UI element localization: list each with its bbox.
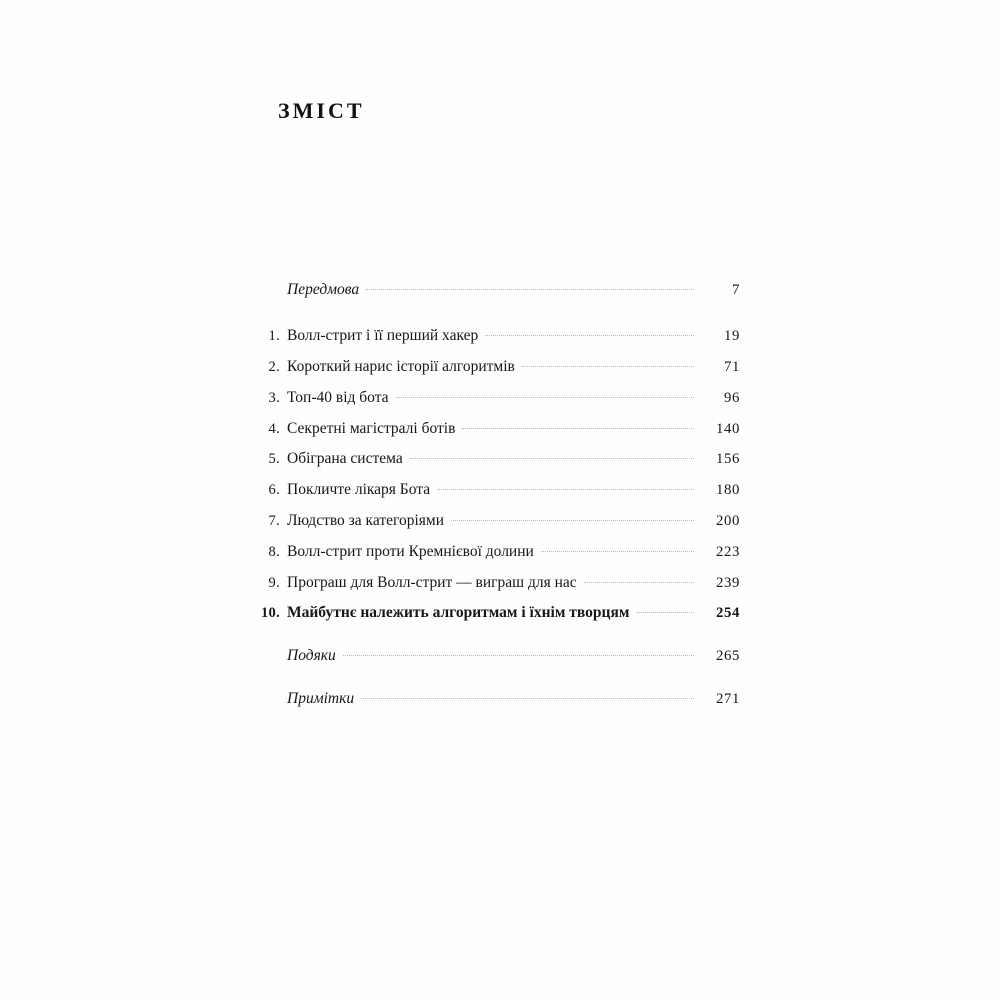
table-of-contents	[250, 278, 740, 718]
toc-entry-label: Покличте лікаря Бота	[287, 481, 431, 499]
toc-entry-number: 9.	[268, 574, 280, 591]
toc-entry-page-number: 200	[716, 513, 740, 530]
toc-entry-page-number: 254	[716, 605, 740, 622]
toc-entry-number: 5.	[268, 451, 280, 468]
toc-entry[interactable]	[250, 688, 740, 719]
toc-spacer	[250, 676, 740, 688]
toc-entry[interactable]	[250, 386, 740, 417]
toc-entry-page-number: 223	[716, 543, 740, 560]
toc-leader-dots	[451, 510, 694, 526]
toc-entry-number: 8.	[268, 543, 280, 560]
toc-entry-label: Передмова	[287, 280, 360, 298]
toc-entry-number: 3.	[268, 389, 280, 406]
toc-leader-dots	[541, 540, 694, 556]
toc-entry-page-number: 265	[716, 648, 740, 665]
toc-entry-label: Короткий нарис історії алгоритмів	[287, 358, 515, 376]
toc-entry-number: 10.	[260, 605, 280, 622]
toc-entry-label: Програш для Волл-стрит — виграш для нас	[287, 573, 577, 591]
toc-entry-label: Волл-стрит проти Кремнієвої долини	[287, 542, 534, 560]
toc-entry[interactable]	[250, 602, 740, 633]
toc-entry-label: Топ-40 від бота	[287, 388, 389, 406]
toc-entry-label: Людство за категоріями	[287, 512, 444, 530]
toc-leader-dots	[485, 325, 694, 341]
toc-leader-dots	[437, 479, 694, 495]
toc-entry[interactable]	[250, 325, 740, 356]
toc-entry[interactable]	[250, 356, 740, 387]
toc-entry-number: 4.	[268, 420, 280, 437]
toc-entry-page-number: 71	[724, 359, 740, 376]
toc-entry[interactable]	[250, 510, 740, 541]
toc-leader-dots	[584, 571, 694, 587]
toc-entry[interactable]	[250, 448, 740, 479]
toc-entry-page-number: 156	[716, 451, 740, 468]
toc-entry-label: Майбутнє належить алгоритмам і їхнім творцям	[287, 604, 630, 622]
toc-entry-page-number: 140	[716, 420, 740, 437]
toc-entry-label: Волл-стрит і її перший хакер	[287, 327, 479, 345]
toc-leader-dots	[462, 417, 694, 433]
toc-leader-dots	[366, 278, 694, 294]
toc-entry-number: 7.	[268, 513, 280, 530]
toc-entry[interactable]	[250, 571, 740, 602]
toc-leader-dots	[361, 688, 694, 704]
toc-entry[interactable]	[250, 645, 740, 676]
toc-entry-page-number: 7	[732, 281, 740, 298]
toc-leader-dots	[396, 386, 694, 402]
toc-entry-label: Подяки	[287, 647, 336, 665]
toc-entry[interactable]	[250, 540, 740, 571]
toc-entry-number: 2.	[268, 359, 280, 376]
toc-entry-label: Секретні магістралі ботів	[287, 419, 456, 437]
toc-entry[interactable]	[250, 417, 740, 448]
toc-entry-label: Обіграна система	[287, 450, 403, 468]
toc-entry-page-number: 239	[716, 574, 740, 591]
toc-entry-number: 6.	[268, 482, 280, 499]
toc-entry-label: Примітки	[287, 690, 355, 708]
toc-entry[interactable]	[250, 479, 740, 510]
toc-entry[interactable]	[250, 278, 740, 309]
toc-entry-page-number: 180	[716, 482, 740, 499]
toc-entry-page-number: 19	[724, 328, 740, 345]
toc-leader-dots	[410, 448, 694, 464]
toc-spacer	[250, 633, 740, 645]
toc-entry-page-number: 271	[716, 691, 740, 708]
toc-entry-page-number: 96	[724, 389, 740, 406]
toc-leader-dots	[522, 356, 694, 372]
toc-entry-number: 1.	[268, 328, 280, 345]
page-title: ЗМІСТ	[278, 98, 365, 123]
toc-spacer	[250, 309, 740, 325]
toc-leader-dots	[636, 602, 694, 618]
toc-leader-dots	[343, 645, 694, 661]
